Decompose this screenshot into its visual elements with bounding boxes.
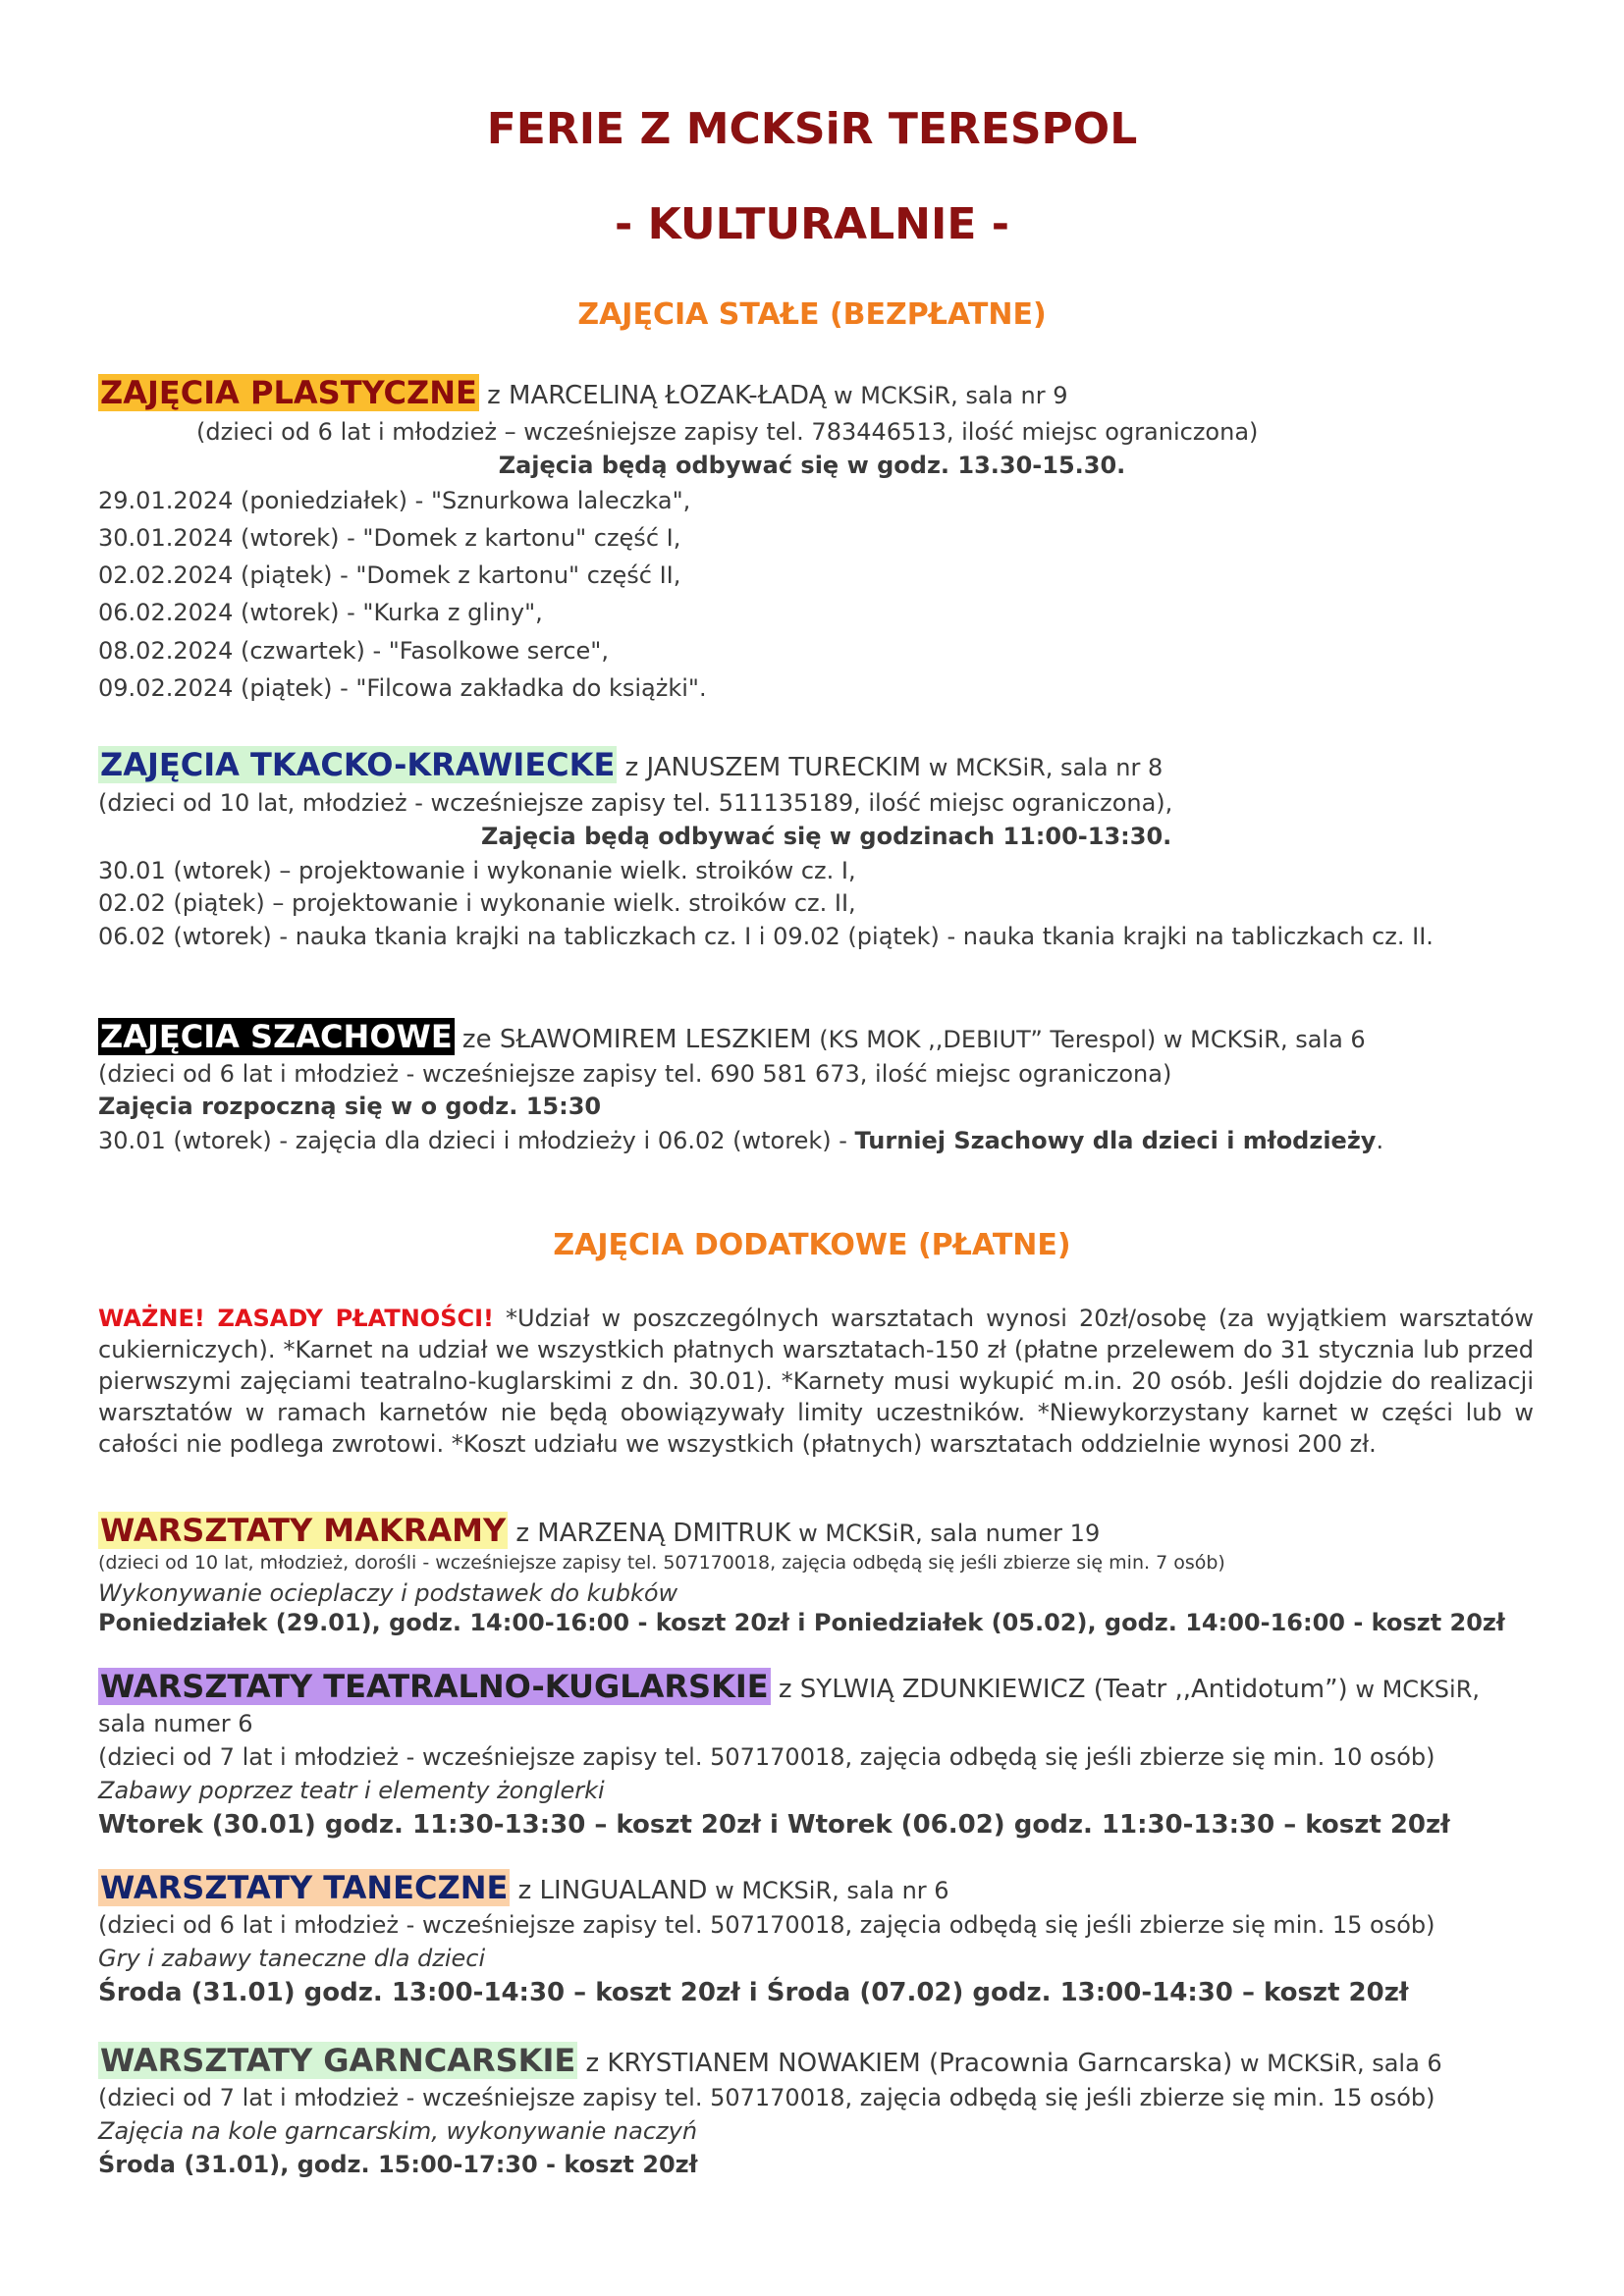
szachowe-heading — [98, 1019, 1366, 1055]
szachowe-day1: 30.01 (wtorek) - zajęcia dla dzieci i młodzieży i 06.02 (wtorek) - — [98, 1127, 855, 1154]
title-line-2: - KULTURALNIE - — [615, 199, 1009, 249]
garncarskie-title: WARSZTATY GARNCARSKIE — [100, 2042, 576, 2079]
tkacko-item: 30.01 (wtorek) – projektowanie i wykonanie wielk. stroików cz. I, — [98, 857, 856, 884]
garncarskie-desc: Zajęcia na kole garncarskim, wykonywanie naczyń — [98, 2117, 698, 2145]
plastyczne-title: ZAJĘCIA PLASTYCZNE — [100, 374, 477, 411]
szachowe-info: (dzieci od 6 lat i młodzież - wcześniejsze zapisy tel. 690 581 673, ilość miejsc ograniczona) — [98, 1060, 1172, 1088]
makramy-heading — [98, 1513, 1100, 1549]
plastyczne-item: 30.01.2024 (wtorek) - "Domek z kartonu" część I, — [98, 524, 681, 552]
tkacko-title: ZAJĘCIA TKACKO-KRAWIECKE — [100, 746, 616, 783]
teatralno-info: (dzieci od 7 lat i młodzież - wcześniejsze zapisy tel. 507170018, zajęcia odbędą się jeśli zbierze się min. 10 osób) — [98, 1743, 1435, 1771]
szachowe-period: . — [1376, 1127, 1384, 1154]
makramy-desc: Wykonywanie ocieplaczy i podstawek do kubków — [98, 1579, 678, 1607]
teatralno-instructor: z SYLWIĄ ZDUNKIEWICZ (Teatr ,,Antidotum”) — [770, 1675, 1348, 1704]
tkacko-instructor: z JANUSZEM TURECKIM — [617, 753, 922, 782]
payment-rules — [98, 1303, 1534, 1460]
garncarskie-heading — [98, 2043, 1442, 2079]
szachowe-start: Zajęcia rozpoczną się w o godz. 15:30 — [98, 1093, 602, 1120]
szachowe-instructor: ze SŁAWOMIREM LESZKIEM — [454, 1025, 812, 1054]
plastyczne-item: 09.02.2024 (piątek) - "Filcowa zakładka do książki". — [98, 674, 707, 702]
szachowe-dates — [98, 1128, 1383, 1155]
plastyczne-instructor: z MARCELINĄ ŁOZAK-ŁADĄ — [478, 381, 827, 410]
taneczne-place: w MCKSiR, sala nr 6 — [707, 1877, 949, 1904]
teatralno-title: WARSZTATY TEATRALNO-KUGLARSKIE — [100, 1668, 769, 1705]
szachowe-tournament: Turniej Szachowy dla dzieci i młodzieży — [854, 1127, 1377, 1154]
garncarskie-info: (dzieci od 7 lat i młodzież - wcześniejsze zapisy tel. 507170018, zajęcia odbędą się jeśli zbierze się min. 15 osób) — [98, 2084, 1435, 2111]
garncarskie-place: w MCKSiR, sala 6 — [1232, 2050, 1442, 2077]
makramy-title: WARSZTATY MAKRAMY — [100, 1512, 507, 1549]
plastyczne-info: (dzieci od 6 lat i młodzież – wcześniejsze zapisy tel. 783446513, ilość miejsc ograniczona) — [196, 418, 1259, 446]
teatralno-dates: Wtorek (30.01) godz. 11:30-13:30 – koszt 20zł i Wtorek (06.02) godz. 11:30-13:30 – koszt 20zł — [98, 1810, 1450, 1840]
teatralno-heading — [98, 1669, 1480, 1705]
paid-section-heading: ZAJĘCIA DODATKOWE (PŁATNE) — [553, 1228, 1071, 1262]
tkacko-place: w MCKSiR, sala nr 8 — [921, 754, 1164, 781]
garncarskie-dates: Środa (31.01), godz. 15:00-17:30 - koszt 20zł — [98, 2151, 698, 2178]
szachowe-title: ZAJĘCIA SZACHOWE — [100, 1018, 453, 1055]
plastyczne-item: 29.01.2024 (poniedziałek) - "Sznurkowa laleczka", — [98, 487, 691, 514]
tkacko-item: 02.02 (piątek) – projektowanie i wykonanie wielk. stroików cz. II, — [98, 889, 856, 917]
plastyczne-heading — [98, 375, 1068, 411]
teatralno-desc: Zabawy poprzez teatr i elementy żonglerki — [98, 1777, 605, 1804]
title-line-1: FERIE Z MCKSiR TERESPOL — [486, 104, 1138, 154]
taneczne-title: WARSZTATY TANECZNE — [100, 1869, 509, 1906]
taneczne-dates: Środa (31.01) godz. 13:00-14:30 – koszt 20zł i Środa (07.02) godz. 13:00-14:30 – koszt 20zł — [98, 1978, 1409, 2007]
teatralno-place-2: sala numer 6 — [98, 1710, 253, 1737]
szachowe-place: w MCKSiR, sala 6 — [1156, 1026, 1366, 1053]
plastyczne-item: 06.02.2024 (wtorek) - "Kurka z gliny", — [98, 599, 543, 626]
makramy-instructor: z MARZENĄ DMITRUK — [508, 1519, 791, 1548]
tkacko-hours: Zajęcia będą odbywać się w godzinach 11:00-13:30. — [481, 823, 1172, 850]
makramy-dates: Poniedziałek (29.01), godz. 14:00-16:00 - koszt 20zł i Poniedziałek (05.02), godz. 14:00-16:00 - koszt 20zł — [98, 1609, 1505, 1636]
plastyczne-item: 08.02.2024 (czwartek) - "Fasolkowe serce", — [98, 637, 609, 665]
taneczne-instructor: z LINGUALAND — [510, 1876, 708, 1905]
szachowe-club: (KS MOK ,,DEBIUT” Terespol) — [811, 1026, 1157, 1053]
free-section-heading: ZAJĘCIA STAŁE (BEZPŁATNE) — [577, 297, 1047, 332]
tkacko-item: 06.02 (wtorek) - nauka tkania krajki na tabliczkach cz. I i 09.02 (piątek) - nauka tkania krajki na tabliczkach cz. II. — [98, 923, 1434, 950]
payment-text: *Udział w poszczególnych warsztatach wynosi 20zł/osobę (za wyjątkiem warsztatów cukierniczych). *Karnet na udział we wszystkich płatnych warsztatach-150 zł (płatne przelewem do 31 stycznia lub przed pierwszymi zajęciami teatralno-kuglarskimi z dn. 30.01). *Karnety musi wykupić m.in. 20 osób. Jeśli dojdzie do realizacji warsztatów w ramach karnetów nie będą obowiązywały limity uczestników. *Niewykorzystany karnet w części lub w całości nie podlega zwrotowi. *Koszt udziału we wszystkich (płatnych) warsztatach oddzielnie wynosi 200 zł. — [98, 1305, 1534, 1458]
taneczne-desc: Gry i zabawy taneczne dla dzieci — [98, 1945, 486, 1972]
plastyczne-hours: Zajęcia będą odbywać się w godz. 13.30-15.30. — [498, 452, 1126, 479]
tkacko-info: (dzieci od 10 lat, młodzież - wcześniejsze zapisy tel. 511135189, ilość miejsc ograniczona), — [98, 789, 1173, 817]
plastyczne-item: 02.02.2024 (piątek) - "Domek z kartonu" część II, — [98, 561, 681, 589]
taneczne-heading — [98, 1870, 949, 1906]
makramy-info: (dzieci od 10 lat, młodzież, dorośli - wcześniejsze zapisy tel. 507170018, zajęcia odbędą się jeśli zbierze się min. 7 osób) — [98, 1552, 1225, 1574]
teatralno-place: w MCKSiR, — [1347, 1676, 1480, 1703]
makramy-place: w MCKSiR, sala numer 19 — [790, 1520, 1101, 1547]
taneczne-info: (dzieci od 6 lat i młodzież - wcześniejsze zapisy tel. 507170018, zajęcia odbędą się jeśli zbierze się min. 15 osób) — [98, 1911, 1435, 1939]
plastyczne-place: w MCKSiR, sala nr 9 — [826, 382, 1068, 409]
tkacko-heading — [98, 747, 1163, 783]
garncarskie-instructor: z KRYSTIANEM NOWAKIEM (Pracownia Garncarska) — [577, 2049, 1233, 2078]
payment-label: WAŻNE! ZASADY PŁATNOŚCI! — [98, 1305, 494, 1332]
